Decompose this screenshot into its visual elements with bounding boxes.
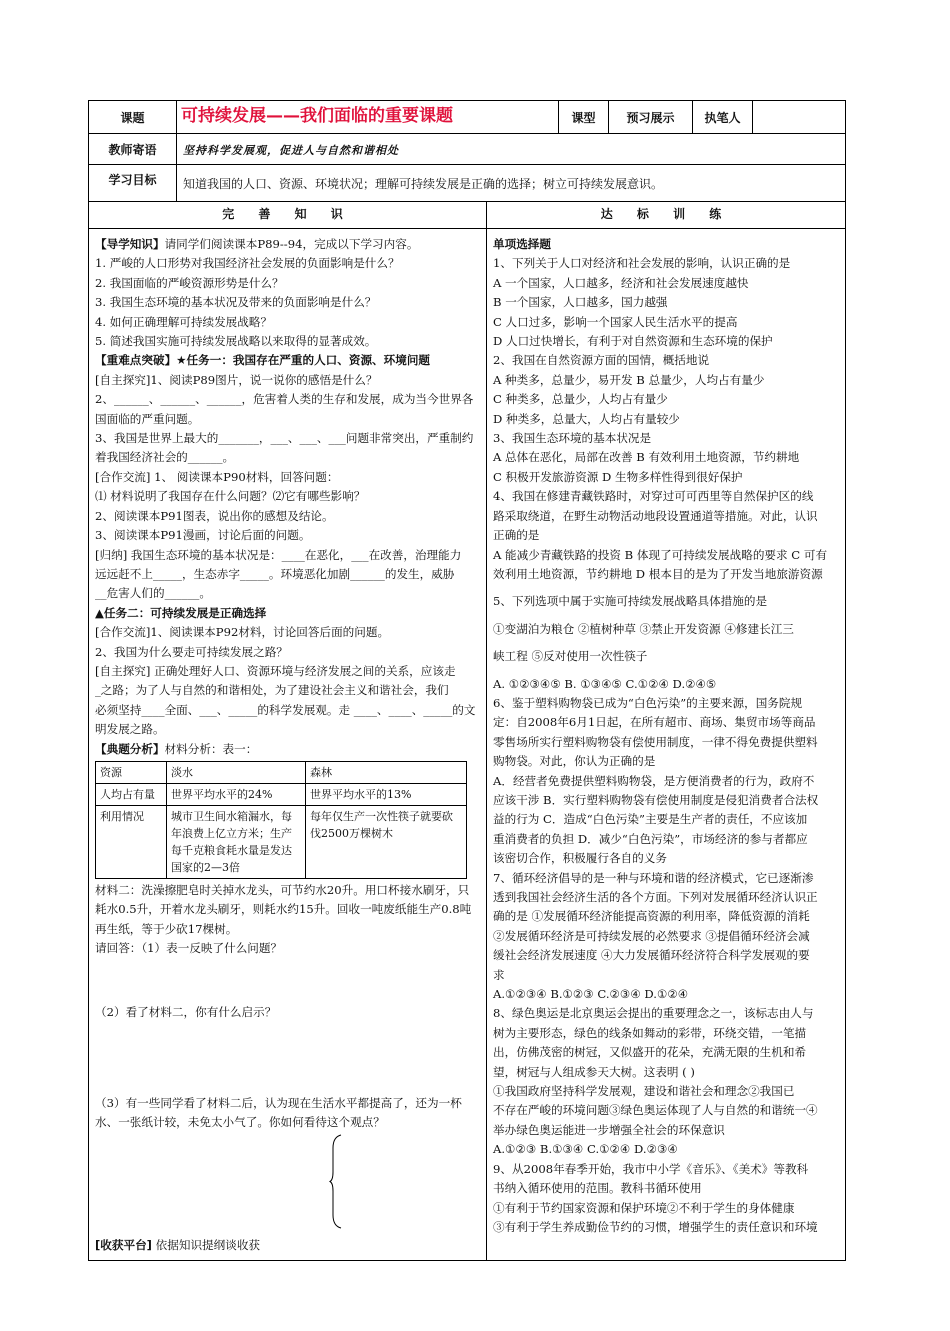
exercise-line: C 积极开发旅游资源 D 生物多样性得到很好保护 bbox=[493, 469, 743, 484]
list-item: [自主探究]1、阅读P89图片，说一说你的感悟是什么？ bbox=[95, 372, 378, 387]
question-3: （3）有一些同学看了材料二后，认为现在生活水平都提高了，还为一杯水、一张纸计较，未免太小气了。你如何看待这个观点？ bbox=[95, 1096, 462, 1130]
goal-row bbox=[89, 165, 845, 202]
motto-row bbox=[89, 134, 845, 165]
list-item: 2、阅读课本P91图表，说出你的感想及结论。 bbox=[95, 508, 334, 523]
learning-goal: 知道我国的人口、资源、环境状况；理解可持续发展是正确的选择；树立可持续发展意识。 bbox=[183, 176, 664, 191]
exercise-line: D 种类多，总量大，人均占有量较少 bbox=[493, 411, 680, 426]
column-headers bbox=[89, 202, 845, 229]
topic-label: 课题 bbox=[89, 101, 177, 133]
exercise-line: ③有利于学生养成勤俭节约的习惯，增强学生的责任意识和环境 bbox=[493, 1219, 818, 1234]
left-column-heading: 完 善 知 识 bbox=[89, 202, 487, 228]
brace-icon bbox=[329, 1134, 343, 1229]
exercise-line: 重消费者的负担 D．减少“白色污染”，市场经济的参与者都应 bbox=[493, 831, 808, 846]
lesson-type-label: 课型 bbox=[559, 101, 609, 133]
material-table bbox=[95, 761, 467, 879]
exercise-line: C 人口过多，影响一个国家人民生活水平的提高 bbox=[493, 314, 738, 329]
exercise-list bbox=[493, 254, 839, 1237]
guide-intro: 请同学们阅读课本P89--94，完成以下学习内容。 bbox=[164, 237, 419, 251]
list-item: _之路；为了人与自然的和谐相处，为了建设社会主义和谐社会，我们 bbox=[95, 683, 449, 698]
list-item: 3. 我国生态环境的基本状况及带来的负面影响是什么？ bbox=[95, 295, 377, 310]
table-cell: 城市卫生间水箱漏水，每年浪费上亿立方米；生产每千克粮食耗水量是发达国家的2—3倍 bbox=[167, 805, 306, 878]
exercise-line: A 总体在恶化，局部在改善 B 有效利用土地资源，节约耕地 bbox=[493, 450, 800, 465]
exercise-line: 求 bbox=[493, 967, 505, 982]
exercise-line: 不存在严峻的环境问题③绿色奥运体现了人与自然的和谐统一④ bbox=[493, 1103, 818, 1118]
list-item: 远远赶不上_____，生态赤字_____。环境恶化加剧______的发生，威胁 bbox=[95, 566, 455, 581]
lesson-sheet bbox=[88, 100, 846, 1261]
exercise-line: 该密切合作，积极履行各自的义务 bbox=[493, 851, 667, 866]
exercise-line: 益的行为 C．造成“白色污染”主要是生产者的责任，不应该加 bbox=[493, 812, 808, 827]
material-two: 材料二：洗澡擦肥皂时关掉水龙头，可节约水20升。用口杯接水刷牙，只耗水0.5升，开着水龙头刷牙，则耗水约15升。回收一吨废纸能生产0.8吨再生纸，等于少砍17棵树。 bbox=[95, 882, 472, 936]
list-item: 5. 简述我国实施可持续发展战略以来取得的显著成效。 bbox=[95, 334, 377, 349]
case-title: 【典题分析】 bbox=[95, 741, 165, 756]
harvest-title: [收获平台] bbox=[95, 1238, 152, 1252]
list-item: 着我国经济社会的______。 bbox=[95, 450, 235, 465]
table-cell: 人均占有量 bbox=[96, 783, 167, 805]
list-item: 1. 严峻的人口形势对我国经济社会发展的负面影响是什么？ bbox=[95, 256, 400, 271]
list-item: __危害人们的______。 bbox=[95, 586, 211, 601]
list-item: 国面临的严重问题。 bbox=[95, 411, 200, 426]
exercise-line: ②发展循环经济是可持续发展的必然要求 ③提倡循环经济会减 bbox=[493, 928, 810, 943]
exercise-line: 8、绿色奥运是北京奥运会提出的重要理念之一，该标志由人与 bbox=[493, 1006, 814, 1021]
exercise-line: B 一个国家，人口越多，国力越强 bbox=[493, 295, 668, 310]
table-row bbox=[96, 783, 467, 805]
exercise-line: A. ①②③④⑤ B. ①③④⑤ C.①②④ D.②④⑤ bbox=[493, 676, 717, 691]
exercise-line: 7、循环经济倡导的是一种与环境和谐的经济模式，它已逐渐渗 bbox=[493, 870, 814, 885]
exercise-line bbox=[493, 612, 839, 620]
list-item: 2、______、______、______，危害着人类的生存和发展，成为当今世界各 bbox=[95, 392, 474, 407]
exercise-line: 树为主要形态，绿色的线条如舞动的彩带，环绕交错，一笔描 bbox=[493, 1025, 807, 1040]
exercise-line bbox=[493, 639, 839, 647]
exercise-line bbox=[493, 667, 839, 675]
header-row bbox=[89, 101, 845, 134]
table-row bbox=[96, 805, 467, 878]
question-1: 请回答：（1）表一反映了什么问题？ bbox=[95, 941, 283, 956]
table-header: 淡水 bbox=[167, 761, 306, 783]
list-item: 3、我国是世界上最大的_______，___、___、___问题非常突出，严重制约 bbox=[95, 431, 474, 446]
table-cell: 世界平均水平的13% bbox=[306, 783, 467, 805]
exercise-line: ①有利于节约国家资源和保护环境②不利于学生的身体健康 bbox=[493, 1200, 795, 1215]
guide-title: 【导学知识】 bbox=[95, 237, 165, 251]
exercise-line: 确的是 ①发展循环经济能提高资源的利用率，降低资源的消耗 bbox=[493, 909, 810, 924]
task2-list bbox=[95, 623, 480, 739]
exercise-line: 3、我国生态环境的基本状况是 bbox=[493, 431, 652, 446]
exercise-line: 1、下列关于人口对经济和社会发展的影响，认识正确的是 bbox=[493, 256, 791, 271]
case-intro: 材料分析：表一： bbox=[164, 741, 258, 756]
exercise-column bbox=[487, 229, 845, 1260]
exercise-line: A 一个国家，人口越多，经济和社会发展速度越快 bbox=[493, 275, 749, 290]
task1-list bbox=[95, 371, 480, 604]
list-item: 必须坚持____全面、___、_____的科学发展观。走 ____、____、_____的文 bbox=[95, 702, 476, 717]
author-label: 执笔人 bbox=[693, 101, 753, 133]
task2-title: ▲任务二：可持续发展是正确选择 bbox=[95, 605, 267, 620]
exercise-line bbox=[493, 584, 839, 592]
exercise-line: 5、下列选项中属于实施可持续发展战略具体措施的是 bbox=[493, 594, 768, 609]
list-item: ⑴ 材料说明了我国存在什么问题？⑵它有哪些影响？ bbox=[95, 489, 366, 504]
list-item: [归纳] 我国生态环境的基本状况是：____在恶化，___在改善，治理能力 bbox=[95, 547, 462, 562]
exercise-line: 正确的是 bbox=[493, 528, 540, 543]
exercise-line: 零售场所实行塑料购物袋有偿使用制度，一律不得免费提供塑料 bbox=[493, 734, 818, 749]
exercise-line: 6、鉴于塑料购物袋已成为“白色污染”的主要来源，国务院规 bbox=[493, 695, 803, 710]
exercise-line: A．经营者免费提供塑料购物袋，是方便消费者的行为，政府不 bbox=[493, 773, 815, 788]
list-item: [自主探究] 正确处理好人口、资源环境与经济发展之间的关系，应该走 bbox=[95, 663, 456, 678]
exercise-line: 出，仿佛茂密的树冠，又似盛开的花朵，充满无限的生机和希 bbox=[493, 1045, 807, 1060]
exercise-line: C 种类多，总量少，人均占有量少 bbox=[493, 392, 668, 407]
task1-title: 【重难点突破】★任务一：我国存在严重的人口、资源、环境问题 bbox=[95, 353, 431, 368]
exercise-line: 效利用土地资源，节约耕地 D 根本目的是为了开发当地旅游资源 bbox=[493, 566, 823, 581]
motto-label: 教师寄语 bbox=[89, 134, 177, 164]
list-item: [合作交流] 1、 阅读课本P90材料，回答问题： bbox=[95, 469, 339, 484]
exercise-line: A.①②③④ B.①②③ C.②③④ D.①②④ bbox=[493, 987, 689, 1002]
table-cell: 世界平均水平的24% bbox=[167, 783, 306, 805]
content-body bbox=[89, 229, 845, 1260]
exercise-line: D 人口过快增长，有利于对自然资源和生态环境的保护 bbox=[493, 334, 773, 349]
exercise-section-title: 单项选择题 bbox=[493, 237, 551, 251]
exercise-line: 应该干涉 B．实行塑料购物袋有偿使用制度是侵犯消费者合法权 bbox=[493, 792, 819, 807]
list-item: 2、我国为什么要走可持续发展之路？ bbox=[95, 644, 288, 659]
exercise-line: ①变湖泊为粮仓 ②植树种草 ③禁止开发资源 ④修建长江三 bbox=[493, 621, 794, 636]
list-item: 明发展之路。 bbox=[95, 722, 165, 737]
lesson-type-value: 预习展示 bbox=[609, 101, 693, 133]
list-item: 4. 如何正确理解可持续发展战略？ bbox=[95, 314, 273, 329]
exercise-line: 透到我国社会经济生活的各个方面。下列对发展循环经济认识正 bbox=[493, 890, 818, 904]
knowledge-column bbox=[89, 229, 487, 1260]
goal-label: 学习目标 bbox=[89, 165, 177, 201]
exercise-line: A.①②③ B.①③④ C.①②④ D.②③④ bbox=[493, 1142, 678, 1157]
exercise-line: 书纳入循环使用的范围。教科书循环使用 bbox=[493, 1181, 702, 1196]
table-header: 森林 bbox=[306, 761, 467, 783]
exercise-line: 定：自2008年6月1日起，在所有超市、商场、集贸市场等商品 bbox=[493, 715, 816, 730]
exercise-line: 峡工程 ⑤反对使用一次性筷子 bbox=[493, 649, 648, 664]
exercise-line: 望，树冠与人组成参天大树。这表明 ( ) bbox=[493, 1064, 695, 1079]
exercise-line: ①我国政府坚持科学发展观，建设和谐社会和理念②我国已 bbox=[493, 1084, 795, 1099]
exercise-line: 缓社会经济发展速度 ④大力发展循环经济符合科学发展观的要 bbox=[493, 948, 810, 963]
list-item: [合作交流]1、阅读课本P92材料，讨论回答后面的问题。 bbox=[95, 625, 390, 640]
harvest-text: 依据知识提纲谈收获 bbox=[155, 1238, 261, 1252]
exercise-line: 举办绿色奥运能进一步增强全社会的环保意识 bbox=[493, 1122, 725, 1137]
exercise-line: 2、我国在自然资源方面的国情，概括地说 bbox=[493, 353, 710, 368]
page-title: 可持续发展——我们面临的重要课题 bbox=[177, 101, 559, 133]
table-header: 资源 bbox=[96, 761, 167, 783]
table-cell: 利用情况 bbox=[96, 805, 167, 878]
exercise-line: 购物袋。对此，你认为正确的是 bbox=[493, 754, 656, 769]
table-cell: 每年仅生产一次性筷子就要砍伐2500万棵树木 bbox=[306, 805, 467, 878]
exercise-line: A 种类多，总量少，易开发 B 总量少，人均占有量少 bbox=[493, 372, 765, 387]
teacher-motto: 坚持科学发展观，促进人与自然和谐相处 bbox=[183, 144, 399, 157]
right-column-heading: 达 标 训 练 bbox=[600, 207, 732, 221]
question-2: （2）看了材料二，你有什么启示？ bbox=[95, 1004, 277, 1019]
list-item: 2. 我国面临的严峻资源形势是什么？ bbox=[95, 275, 284, 290]
exercise-line: 路采取绕道，在野生动物活动地段设置通道等措施。对此，认识 bbox=[493, 508, 818, 523]
exercise-line: 4、我国在修建青藏铁路时，对穿过可可西里等自然保护区的线 bbox=[493, 489, 814, 504]
list-item: 3、阅读课本P91漫画，讨论后面的问题。 bbox=[95, 528, 311, 543]
author-value bbox=[753, 101, 845, 133]
guide-list bbox=[95, 254, 480, 351]
exercise-line: A 能减少青藏铁路的投资 B 体现了可持续发展战略的要求 C 可有 bbox=[493, 547, 828, 562]
exercise-line: 9、从2008年春季开始，我市中小学《音乐》、《美术》等教科 bbox=[493, 1161, 809, 1176]
